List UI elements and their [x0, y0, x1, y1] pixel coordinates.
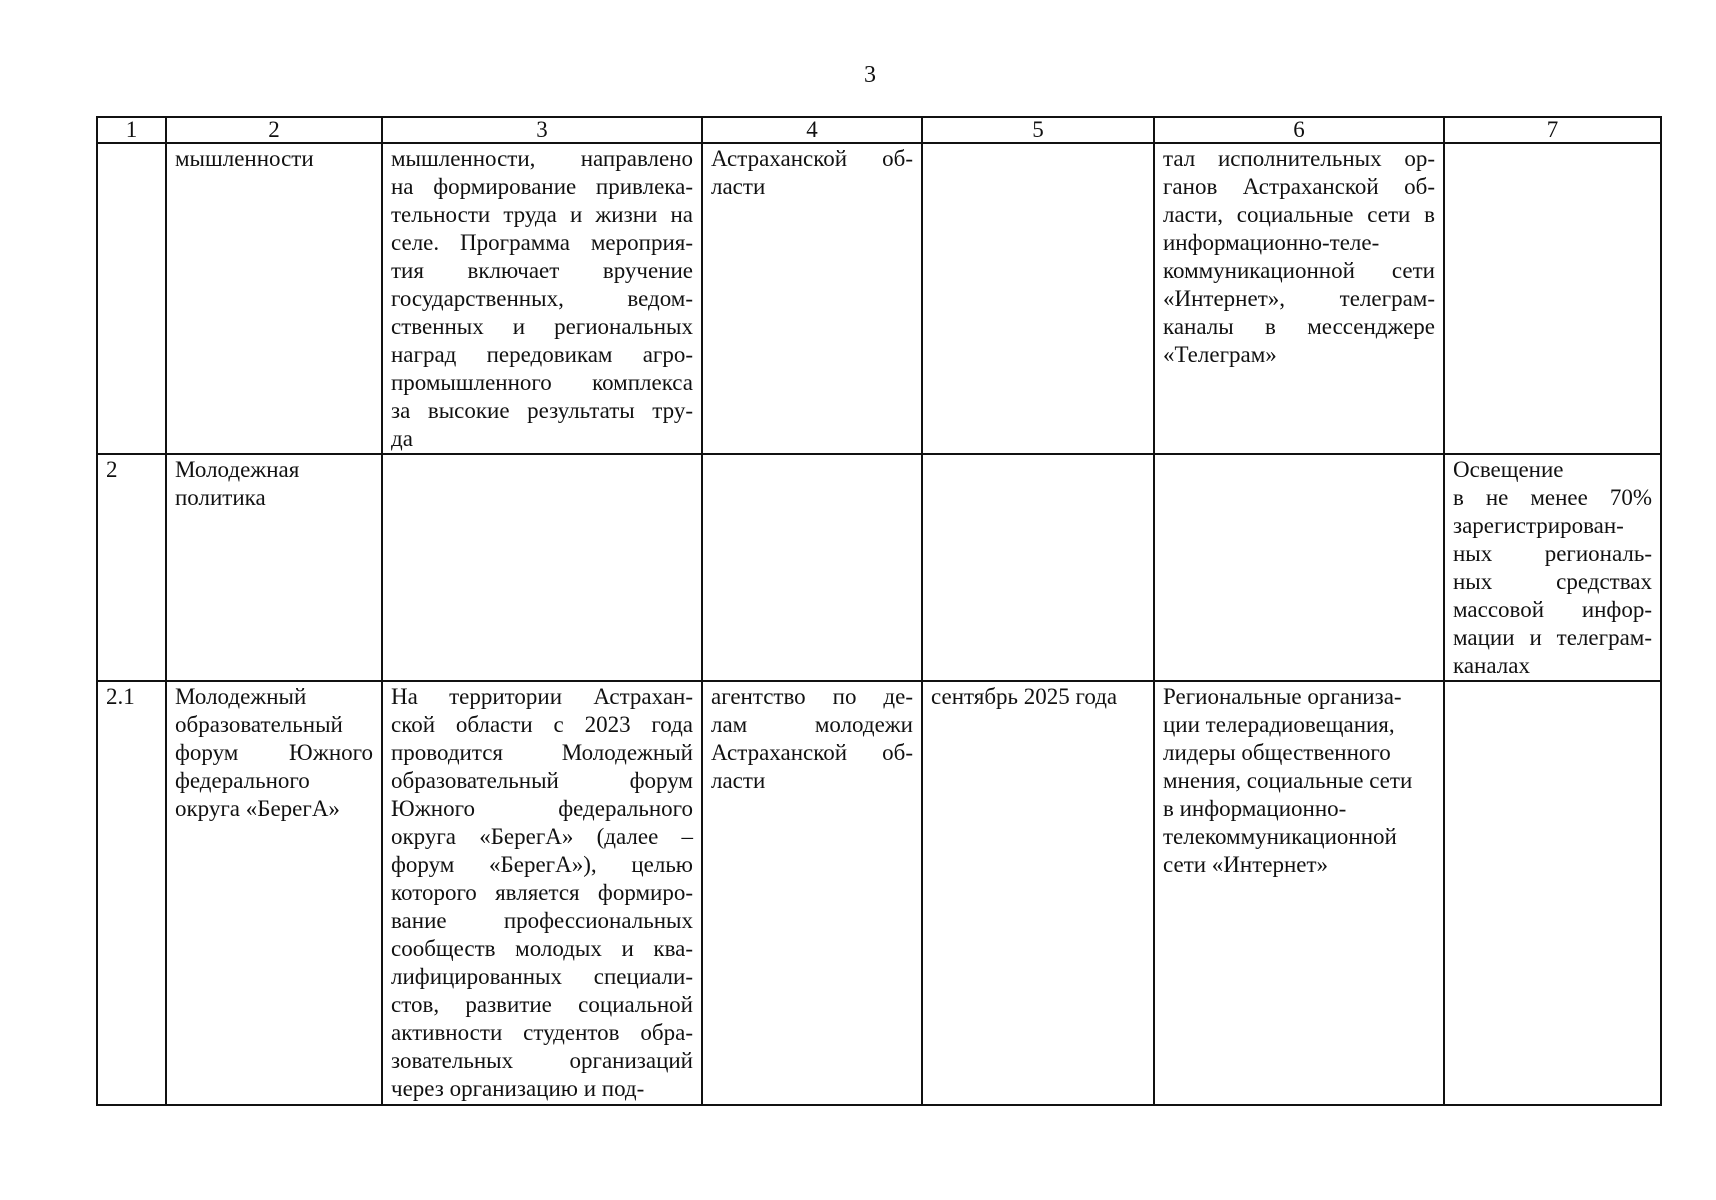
cell-text-line: лам молодежи	[711, 712, 913, 737]
column-header: 2	[166, 117, 382, 143]
cell-text-line: Молодежный	[175, 684, 307, 709]
cell-text-line: ции телерадиовещания,	[1163, 712, 1395, 737]
cell-text-line: на формирование привлека-	[391, 174, 693, 199]
cell-text-line: сентябрь 2025 года	[931, 684, 1118, 709]
cell-text-line: Освещение	[1453, 457, 1564, 482]
direction-cell	[166, 454, 382, 681]
cell-text-line: тельности труда и жизни на	[391, 202, 693, 227]
cell-text-line: ской области с 2023 года	[391, 712, 693, 737]
cell-text-line: ласти	[711, 768, 766, 793]
cell-text-line: ласти	[711, 174, 766, 199]
row-number-cell: 2.1	[97, 681, 166, 1105]
cell-text-line: лифицированных специали-	[391, 964, 693, 989]
cell-text-line: государственных, ведом-	[391, 286, 693, 311]
cell-text-line: которого является формиро-	[391, 880, 693, 905]
deadline-cell	[922, 143, 1154, 454]
cell-text-line: мышленности, направлено	[391, 146, 693, 171]
cell-text-line: активности студентов обра-	[391, 1020, 693, 1045]
channels-cell	[1154, 454, 1444, 681]
cell-text-line: На территории Астрахан-	[391, 684, 693, 709]
result-cell	[1444, 681, 1661, 1105]
cell-text-line: федерального	[175, 768, 310, 793]
cell-text-line: да	[391, 426, 413, 451]
cell-text-line: мации и телеграм-	[1453, 625, 1652, 650]
result-cell	[1444, 143, 1661, 454]
description-cell	[382, 143, 702, 454]
cell-text-line: в информационно-	[1163, 796, 1347, 821]
cell-text-line: массовой инфор-	[1453, 597, 1652, 622]
description-cell	[382, 454, 702, 681]
cell-text-line: округа «БерегА» (далее –	[391, 824, 693, 849]
cell-text-line: стов, развитие социальной	[391, 992, 693, 1017]
cell-text-line: лидеры общественного	[1163, 740, 1391, 765]
channels-cell	[1154, 681, 1444, 1105]
cell-text-line: Южного федерального	[391, 796, 693, 821]
result-cell	[1444, 454, 1661, 681]
cell-text-line: мнения, социальные сети	[1163, 768, 1413, 793]
description-cell	[382, 681, 702, 1105]
cell-text-line: ласти, социальные сети в	[1163, 202, 1435, 227]
cell-text-line: телекоммуникационной	[1163, 824, 1397, 849]
column-header: 3	[382, 117, 702, 143]
cell-text-line: округа «БерегА»	[175, 796, 340, 821]
document-table	[96, 116, 1662, 1106]
cell-text-line: образовательный форум	[391, 768, 693, 793]
row-number-cell: 2	[97, 454, 166, 681]
cell-text-line: за высокие результаты тру-	[391, 398, 693, 423]
responsible-cell	[702, 681, 922, 1105]
column-header: 1	[97, 117, 166, 143]
cell-text-line: «Интернет», телеграм-	[1163, 286, 1435, 311]
responsible-cell	[702, 454, 922, 681]
deadline-cell	[922, 454, 1154, 681]
cell-text-line: каналах	[1453, 653, 1530, 678]
cell-text-line: селе. Программа мероприя-	[391, 230, 693, 255]
deadline-cell	[922, 681, 1154, 1105]
cell-text-line: Астраханской об-	[711, 740, 913, 765]
cell-text-line: образовательный	[175, 712, 343, 737]
cell-text-line: форум Южного	[175, 740, 373, 765]
column-header: 6	[1154, 117, 1444, 143]
cell-text-line: ганов Астраханской об-	[1163, 174, 1435, 199]
cell-text-line: в не менее 70%	[1453, 485, 1652, 510]
column-header: 4	[702, 117, 922, 143]
cell-text-line: Молодежная	[175, 457, 300, 482]
cell-text-line: проводится Молодежный	[391, 740, 693, 765]
cell-text-line: ственных и региональных	[391, 314, 693, 339]
cell-text-line: промышленного комплекса	[391, 370, 693, 395]
cell-text-line: вание профессиональных	[391, 908, 693, 933]
cell-text-line: наград передовикам агро-	[391, 342, 693, 367]
cell-text-line: информационно-теле-	[1163, 230, 1380, 255]
cell-text-line: сети «Интернет»	[1163, 852, 1329, 877]
column-header: 7	[1444, 117, 1661, 143]
cell-text-line: Региональные организа-	[1163, 684, 1402, 709]
row-number-cell	[97, 143, 166, 454]
cell-text-line: ных региональ-	[1453, 541, 1652, 566]
cell-text-line: зовательных организаций	[391, 1048, 693, 1073]
cell-text-line: «Телеграм»	[1163, 342, 1277, 367]
direction-cell	[166, 143, 382, 454]
cell-text-line: политика	[175, 485, 266, 510]
table-header-row	[97, 117, 1661, 143]
cell-text-line: мышленности	[175, 146, 314, 171]
column-header: 5	[922, 117, 1154, 143]
cell-text-line: форум «БерегА»), целью	[391, 852, 693, 877]
table-row	[97, 454, 1661, 681]
cell-text-line: тия включает вручение	[391, 258, 693, 283]
page-number: 3	[864, 62, 876, 88]
cell-text-line: каналы в мессенджере	[1163, 314, 1435, 339]
cell-text-line: через организацию и под-	[391, 1076, 645, 1101]
cell-text-line: ных средствах	[1453, 569, 1652, 594]
responsible-cell	[702, 143, 922, 454]
cell-text-line: тал исполнительных ор-	[1163, 146, 1435, 171]
cell-text-line: зарегистрирован-	[1453, 513, 1624, 538]
cell-text-line: агентство по де-	[711, 684, 913, 709]
table-row	[97, 681, 1661, 1105]
table-row	[97, 143, 1661, 454]
direction-cell	[166, 681, 382, 1105]
cell-text-line: сообществ молодых и ква-	[391, 936, 693, 961]
cell-text-line: Астраханской об-	[711, 146, 913, 171]
channels-cell	[1154, 143, 1444, 454]
cell-text-line: коммуникационной сети	[1163, 258, 1435, 283]
